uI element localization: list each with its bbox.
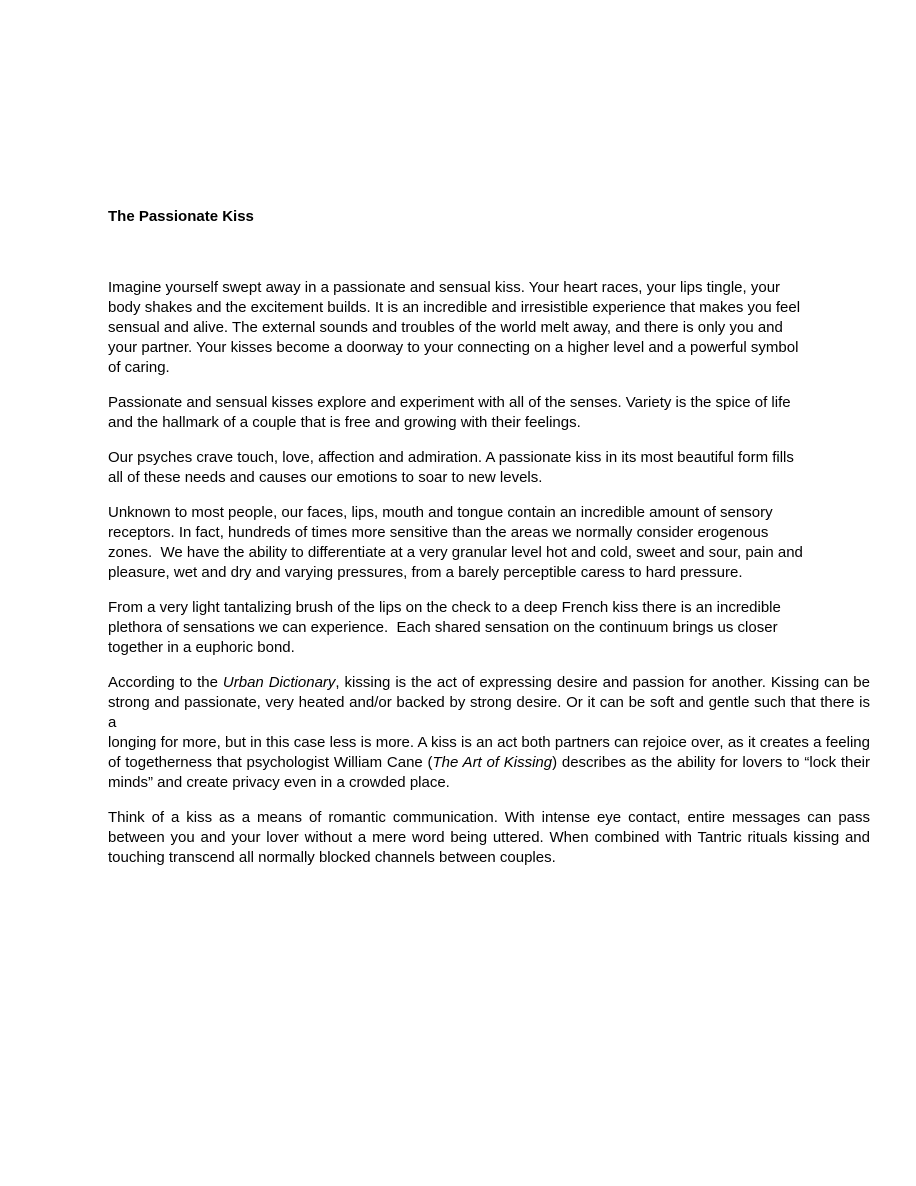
paragraph <box>108 393 870 433</box>
text-run: From a very light tantalizing brush of the lips on the check to a deep French kiss there is an incredible <box>108 599 781 616</box>
document-title: The Passionate Kiss <box>108 208 254 225</box>
text-run: all of these needs and causes our emotions to soar to new levels. <box>108 469 543 486</box>
text-run: ) describes as the ability for lovers to “lock their <box>552 754 871 771</box>
text-run: pleasure, wet and dry and varying pressures, from a barely perceptible caress to hard pressure. <box>108 564 743 581</box>
paragraph <box>108 598 870 658</box>
text-run: together in a euphoric bond. <box>108 639 295 656</box>
text-line <box>108 598 870 618</box>
text-line <box>108 848 870 868</box>
text-run: plethora of sensations we can experience. Each shared sensation on the continuum brings us closer <box>108 619 778 636</box>
text-line <box>108 298 870 318</box>
text-run: According to the <box>108 674 223 691</box>
italic-text-run: The Art of Kissing <box>432 754 553 771</box>
text-run: Unknown to most people, our faces, lips, mouth and tongue contain an incredible amount of sensory <box>108 504 773 521</box>
text-line <box>108 638 870 658</box>
text-run: sensual and alive. The external sounds and troubles of the world melt away, and there is only you and <box>108 319 783 336</box>
text-run: strong and passionate, very heated and/or backed by strong desire. Or it can be soft and gentle such that there is a <box>108 694 870 731</box>
text-run: Think of a kiss as a means of romantic communication. With intense eye contact, entire messages can pass <box>108 809 870 826</box>
text-run: of togetherness that psychologist William Cane ( <box>108 754 433 771</box>
paragraph <box>108 673 870 793</box>
text-line <box>108 773 870 793</box>
text-run: Imagine yourself swept away in a passionate and sensual kiss. Your heart races, your lips tingle, your <box>108 279 781 296</box>
text-run: receptors. In fact, hundreds of times more sensitive than the areas we normally consider erogenous <box>108 524 769 541</box>
text-line <box>108 503 870 523</box>
text-line <box>108 733 870 753</box>
text-line <box>108 448 870 468</box>
italic-text-run: Urban Dictionary <box>222 674 336 691</box>
text-line <box>108 808 870 828</box>
text-run: longing for more, but in this case less is more. A kiss is an act both partners can rejoice over, as it creates a feeling <box>108 734 870 751</box>
text-line <box>108 358 870 378</box>
text-line <box>108 828 870 848</box>
paragraph <box>108 448 870 488</box>
text-line <box>108 523 870 543</box>
text-run: body shakes and the excitement builds. It is an incredible and irresistible experience that makes you feel <box>108 299 801 316</box>
paragraph <box>108 503 870 583</box>
text-line <box>108 693 870 733</box>
text-line <box>108 618 870 638</box>
text-run: touching transcend all normally blocked channels between couples. <box>108 849 556 866</box>
text-run: zones. We have the ability to differentiate at a very granular level hot and cold, sweet and sour, pain and <box>108 544 803 561</box>
text-run: , kissing is the act of expressing desire and passion for another. Kissing can be <box>335 674 870 691</box>
text-line <box>108 278 870 298</box>
text-line <box>108 393 870 413</box>
text-run: and the hallmark of a couple that is free and growing with their feelings. <box>108 414 581 431</box>
text-run: between you and your lover without a mere word being uttered. When combined with Tantric rituals kissing and <box>108 829 870 846</box>
text-line <box>108 543 870 563</box>
text-run: Our psyches crave touch, love, affection and admiration. A passionate kiss in its most beautiful form fills <box>108 449 794 466</box>
text-line <box>108 673 870 693</box>
text-run: minds” and create privacy even in a crowded place. <box>108 774 450 791</box>
paragraph <box>108 808 870 868</box>
paragraph <box>108 278 870 378</box>
text-line <box>108 563 870 583</box>
text-run: Passionate and sensual kisses explore and experiment with all of the senses. Variety is the spice of life <box>108 394 791 411</box>
text-line <box>108 468 870 488</box>
text-line <box>108 338 870 358</box>
document-body <box>108 278 870 868</box>
text-run: of caring. <box>108 359 170 376</box>
text-line <box>108 413 870 433</box>
text-line <box>108 318 870 338</box>
text-run: your partner. Your kisses become a doorway to your connecting on a higher level and a powerful symbol <box>108 339 799 356</box>
text-line <box>108 753 870 773</box>
